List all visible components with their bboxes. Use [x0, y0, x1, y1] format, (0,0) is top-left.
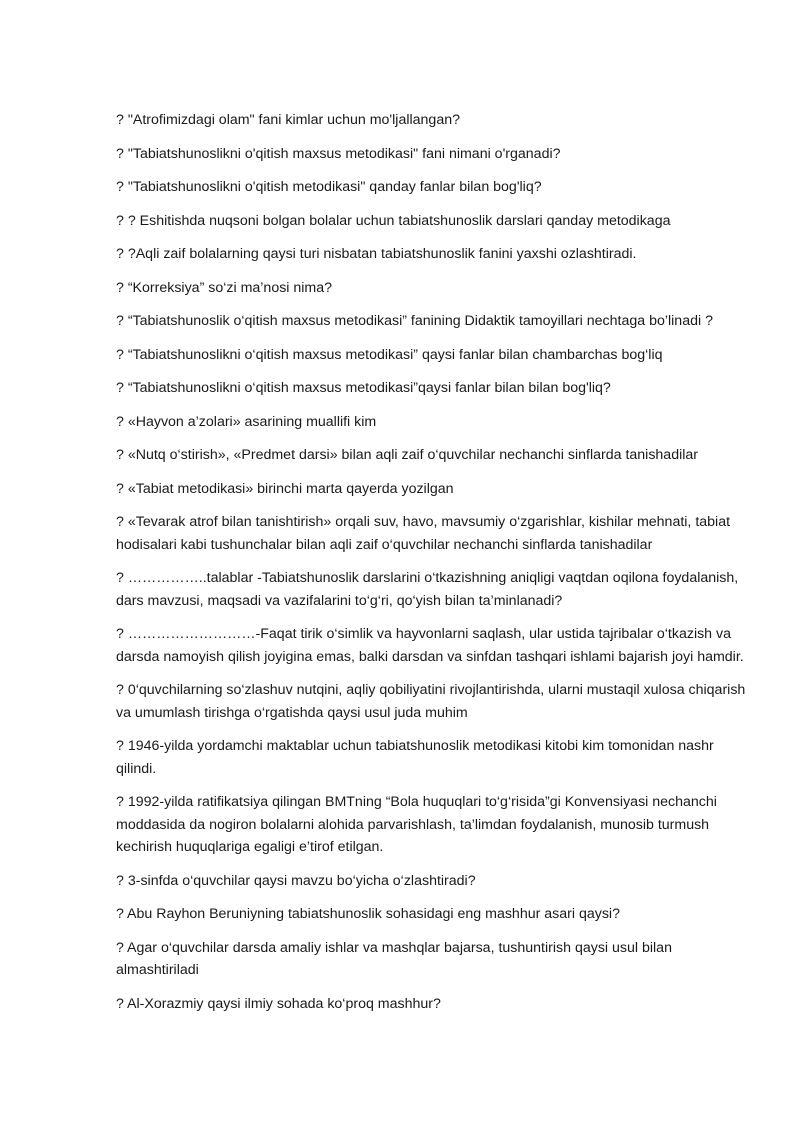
question-item: ? Agar o‘quvchilar darsda amaliy ishlar va mashqlar bajarsa, tushuntirish qaysi usul bilan almashtiriladi [116, 939, 672, 978]
question-item: ? «Tevarak atrof bilan tanishtirish» orqali suv, havo, mavsumiy o‘zgarishlar, kishilar mehnati, tabiat hodisalari kabi tushunchalar bilan aqli zaif o‘quvchilar nechanchi sinflarda tanishadilar [116, 514, 731, 553]
question-item: ? “Tabiatshunoslikni o‘qitish maxsus metodikasi” qaysi fanlar bilan chambarchas bog‘liq [116, 346, 663, 363]
question-item: ? "Tabiatshunoslikni o'qitish maxsus metodikasi" fani nimani o'rganadi? [116, 145, 561, 162]
question-item: ? “Korreksiya” so‘zi ma’nosi nima? [116, 279, 333, 296]
question-item: ? 1992-yilda ratifikatsiya qilingan BMTning “Bola huquqlari to‘g‘risida”gi Konvensiyasi nechanchi moddasida da nogiron bolalarni alohida parvarishlash, ta’limdan foydalanish, munosib turmush kechirish huquqlariga egaligi e’tirof etilgan. [116, 794, 717, 855]
question-item: ? ………………………-Faqat tirik o‘simlik va hayvonlarni saqlash, ular ustida tajribalar o‘tkazish va darsda namoyish qilish joyigina emas, balki darsdan va sinfdan tashqari ishlami bajarish joyi hamdir. [116, 626, 744, 665]
question-item: ? ? Eshitishda nuqsoni bolgan bolalar uchun tabiatshunoslik darslari qanday metodikaga [116, 212, 671, 229]
question-item: ? “Tabiatshunoslik o‘qitish maxsus metodikasi” fanining Didaktik tamoyillari nechtaga bo’linadi ? [116, 313, 713, 329]
question-item: ? “Tabiatshunoslikni o‘qitish maxsus metodikasi”qaysi fanlar bilan bilan bog'liq? [116, 380, 611, 396]
question-item: ? «Tabiat metodikasi» birinchi marta qayerda yozilgan [116, 480, 454, 497]
question-item: ? «Nutq o‘stirish», «Predmet darsi» bilan aqli zaif o‘quvchilar nechanchi sinflarda tanishadilar [116, 447, 699, 463]
question-item: ? Abu Rayhon Beruniyning tabiatshunoslik sohasidagi eng mashhur asari qaysi? [116, 906, 620, 922]
question-item: ? 3-sinfda o‘quvchilar qaysi mavzu bo‘yicha o‘zlashtiradi? [116, 872, 476, 889]
question-item: ? «Hayvon a’zolari» asarining muallifi kim [116, 413, 377, 430]
question-item: ? ?Aqli zaif bolalarning qaysi turi nisbatan tabiatshunoslik fanini yaxshi ozlashtiradi. [116, 246, 637, 262]
question-item: ? "Tabiatshunoslikni o'qitish metodikasi" qanday fanlar bilan bog'liq? [116, 179, 542, 195]
document-page [116, 109, 752, 1026]
question-item: ? "Atrofimizdagi olam" fani kimlar uchun mo'ljallangan? [116, 112, 460, 128]
question-item: ? Al-Xorazmiy qaysi ilmiy sohada ko‘proq mashhur? [116, 995, 441, 1012]
question-item: ? ……………..talablar -Tabiatshunoslik darslarini o‘tkazishning aniqligi vaqtdan oqilona foydalanish, dars mavzusi, maqsadi va vazifalarini to‘g‘ri, qo‘yish bilan ta’minlanadi? [116, 570, 739, 609]
question-item: ? 0‘quvchilarning so‘zlashuv nutqini, aqliy qobiliyatini rivojlantirishda, ularni mustaqil xulosa chiqarish va umumlash tirishga o‘rgatishda qaysi usul juda muhim [116, 682, 746, 721]
question-item: ? 1946-yilda yordamchi maktablar uchun tabiatshunoslik metodikasi kitobi kim tomonidan nashr qilindi. [116, 738, 714, 777]
